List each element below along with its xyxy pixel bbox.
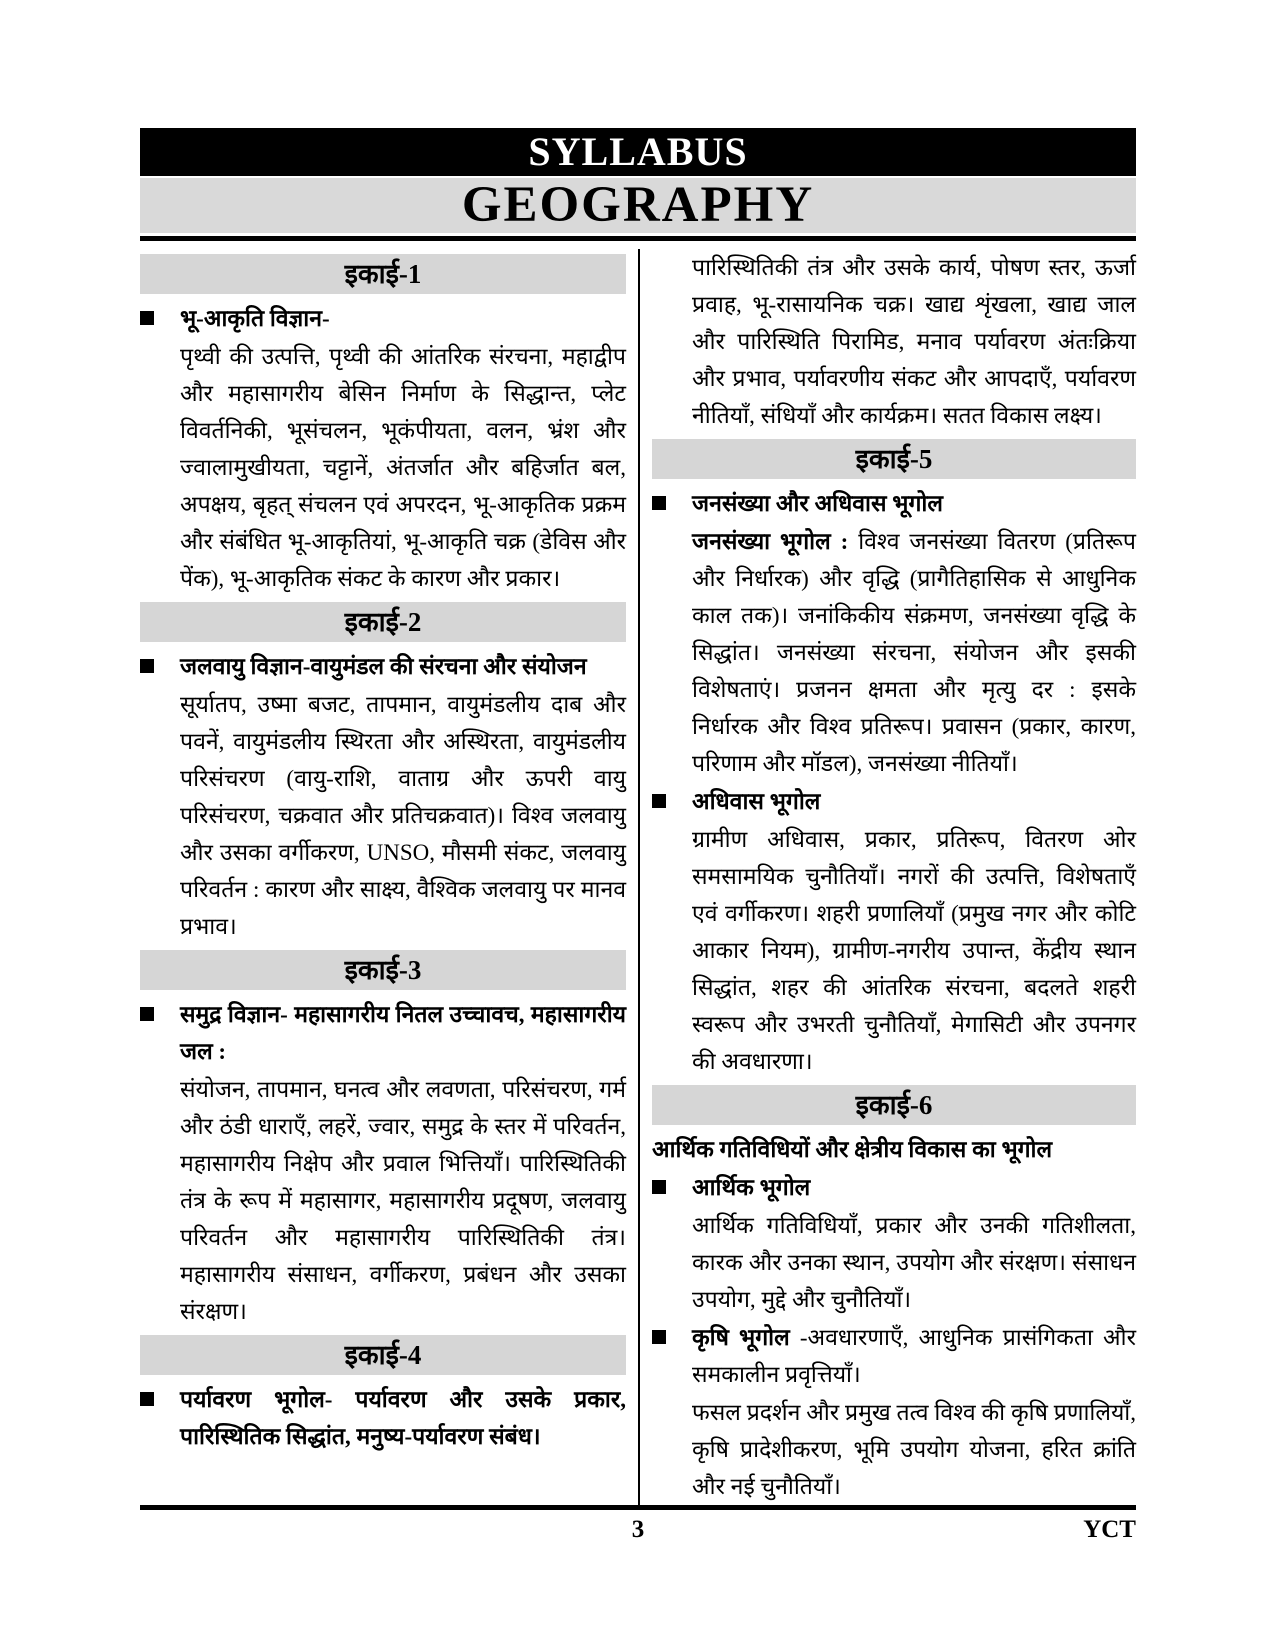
bullet-square-icon [652,783,692,820]
unit-3-header: इकाई-3 [140,950,626,990]
unit-3-paragraph: संयोजन, तापमान, घनत्व और लवणता, परिसंचरण, गर्म और ठंडी धाराएँ, लहरें, ज्वार, समुद्र के स्तर में परिवर्तन, महासागरीय निक्षेप और प्रवाल भित्तियाँ। पारिस्थितिकी तंत्र के रूप में महासागर, महासागरीय प्रदूषण, जलवायु परिवर्तन और महासागरीय पारिस्थितिकी तंत्र। महासागरीय संसाधन, वर्गीकरण, प्रबंधन और उसका संरक्षण। [180,1077,626,1324]
unit-1-header: इकाई-1 [140,254,626,294]
unit-2-header: इकाई-2 [140,602,626,642]
paragraph-lead: जनसंख्या भूगोल : [692,529,849,554]
bullet-item-agriculture-geography [652,1319,1136,1393]
unit-4-continuation-paragraph: पारिस्थितिकी तंत्र और उसके कार्य, पोषण स्तर, ऊर्जा प्रवाह, भू-रासायनिक चक्र। खाद्य शृंखला, खाद्य जाल और पारिस्थिति पिरामिड, मनाव पर्यावरण अंतःक्रिया और प्रभाव, पर्यावरणीय संकट और आपदाएँ, पर्यावरण नीतियाँ, संधियाँ और कार्यक्रम। सतत विकास लक्ष्य। [692,255,1137,428]
agriculture-geography-paragraph: फसल प्रदर्शन और प्रमुख तत्व विश्व की कृषि प्रणालियाँ, कृषि प्रादेशीकरण, भूमि उपयोग योजना, हरित क्रांति और नई चुनौतियाँ। [692,1400,1136,1499]
header-divider [140,236,1136,241]
unit-4-header: इकाई-4 [140,1335,626,1375]
bullet-heading: समुद्र विज्ञान- महासागरीय नितल उच्चावच, महासागरीय जल : [180,1002,626,1064]
page-footer [140,1516,1136,1556]
unit-2-paragraph: सूर्यातप, उष्मा बजट, तापमान, वायुमंडलीय दाब और पवनें, वायुमंडलीय स्थिरता और अस्थिरता, वायुमंडलीय परिसंचरण (वायु-राशि, वाताग्र और ऊपरी वायु परिसंचरण, चक्रवात और प्रतिचक्रवात)। विश्व जलवायु और उसका वर्गीकरण, UNSO, मौसमी संकट, जलवायु परिवर्तन : कारण और साक्ष्य, वैश्विक जलवायु पर मानव प्रभाव। [180,692,626,939]
bullet-heading: पर्यावरण भूगोल- पर्यावरण और उसके प्रकार, पारिस्थितिक सिद्धांत, मनुष्य-पर्यावरण संबंध। [180,1387,626,1449]
bullet-item-geomorphology [140,300,626,337]
bullet-rest: -अवधारणाएँ, आधुनिक प्रासंगिकता और समकालीन प्रवृत्तियाँ। [692,1325,1136,1387]
bullet-heading: भू-आकृति विज्ञान- [180,306,330,331]
syllabus-banner [140,128,1136,176]
unit-6-subtitle: आर्थिक गतिविधियों और क्षेत्रीय विकास का भूगोल [652,1137,1053,1162]
bullet-heading: जलवायु विज्ञान-वायुमंडल की संरचना और संयोजन [180,654,587,679]
settlement-geography-paragraph: ग्रामीण अधिवास, प्रकार, प्रतिरूप, वितरण ओर समसामयिक चुनौतियाँ। नगरों की उत्पत्ति, विशेषताएँ एवं वर्गीकरण। शहरी प्रणालियाँ (प्रमुख नगर और कोटि आकार नियम), ग्रामीण-नगरीय उपान्त, केंद्रीय स्थान सिद्धांत, शहर की आंतरिक संरचना, बदलते शहरी स्वरूप और उभरती चुनौतियाँ, मेगासिटी और उपनगर की अवधारणा। [692,827,1136,1074]
bullet-square-icon [140,648,180,685]
geography-banner [140,178,1136,233]
bullet-square-icon [652,485,692,522]
bullet-square-icon [140,300,180,337]
unit-6-header: इकाई-6 [652,1085,1136,1125]
population-geography-paragraph [692,523,1136,782]
bullet-heading: जनसंख्या और अधिवास भूगोल [692,491,943,516]
bullet-heading [692,1319,1136,1393]
bullet-heading: आर्थिक भूगोल [692,1175,811,1200]
right-column [638,249,1136,1505]
subject-title: GEOGRAPHY [461,177,815,233]
unit-1-paragraph: पृथ्वी की उत्पत्ति, पृथ्वी की आंतरिक संरचना, महाद्वीप और महासागरीय बेसिन निर्माण के सिद्धान्त, प्लेट विवर्तनिकी, भूसंचलन, भूकंपीयता, वलन, भ्रंश और ज्वालामुखीयता, चट्टानें, अंतर्जात और बहिर्जात बल, अपक्षय, बृहत् संचलन एवं अपरदन, भू-आकृतिक प्रक्रम और संबंधित भू-आकृतियां, भू-आकृति चक्र (डेविस और पेंक), भू-आकृतिक संकट के कारण और प्रकार। [180,344,626,591]
left-column [140,249,638,1505]
bullet-item-climatology [140,648,626,685]
bullet-item-environment [140,1381,626,1455]
publisher-brand: YCT [1083,1516,1136,1543]
bullet-square-icon [652,1169,692,1206]
economic-geography-paragraph: आर्थिक गतिविधियाँ, प्रकार और उनकी गतिशीलता, कारक और उनका स्थान, उपयोग और संरक्षण। संसाधन उपयोग, मुद्दे और चुनौतियाँ। [692,1213,1136,1312]
bullet-square-icon [140,996,180,1070]
bullet-item-settlement-geography [652,783,1136,820]
page-content [140,128,1136,1510]
bullet-heading: अधिवास भूगोल [692,789,821,814]
unit-5-header: इकाई-5 [652,439,1136,479]
bullet-lead: कृषि भूगोल [692,1325,790,1350]
syllabus-title: SYLLABUS [528,129,748,174]
bullet-square-icon [652,1319,692,1393]
bullet-item-economic-geography [652,1169,1136,1206]
bullet-item-population-settlement [652,485,1136,522]
two-column-body [140,249,1136,1510]
bullet-item-oceanography [140,996,626,1070]
bullet-square-icon [140,1381,180,1455]
page-number: 3 [631,1516,645,1543]
paragraph-rest: विश्व जनसंख्या वितरण (प्रतिरूप और निर्धारक) और वृद्धि (प्रागैतिहासिक से आधुनिक काल तक)। जनांकिकीय संक्रमण, जनसंख्या वृद्धि के सिद्धांत। जनसंख्या संरचना, संयोजन और इसकी विशेषताएं। प्रजनन क्षमता और मृत्यु दर : इसके निर्धारक और विश्व प्रतिरूप। प्रवासन (प्रकार, कारण, परिणाम और मॉडल), जनसंख्या नीतियाँ। [692,529,1136,776]
